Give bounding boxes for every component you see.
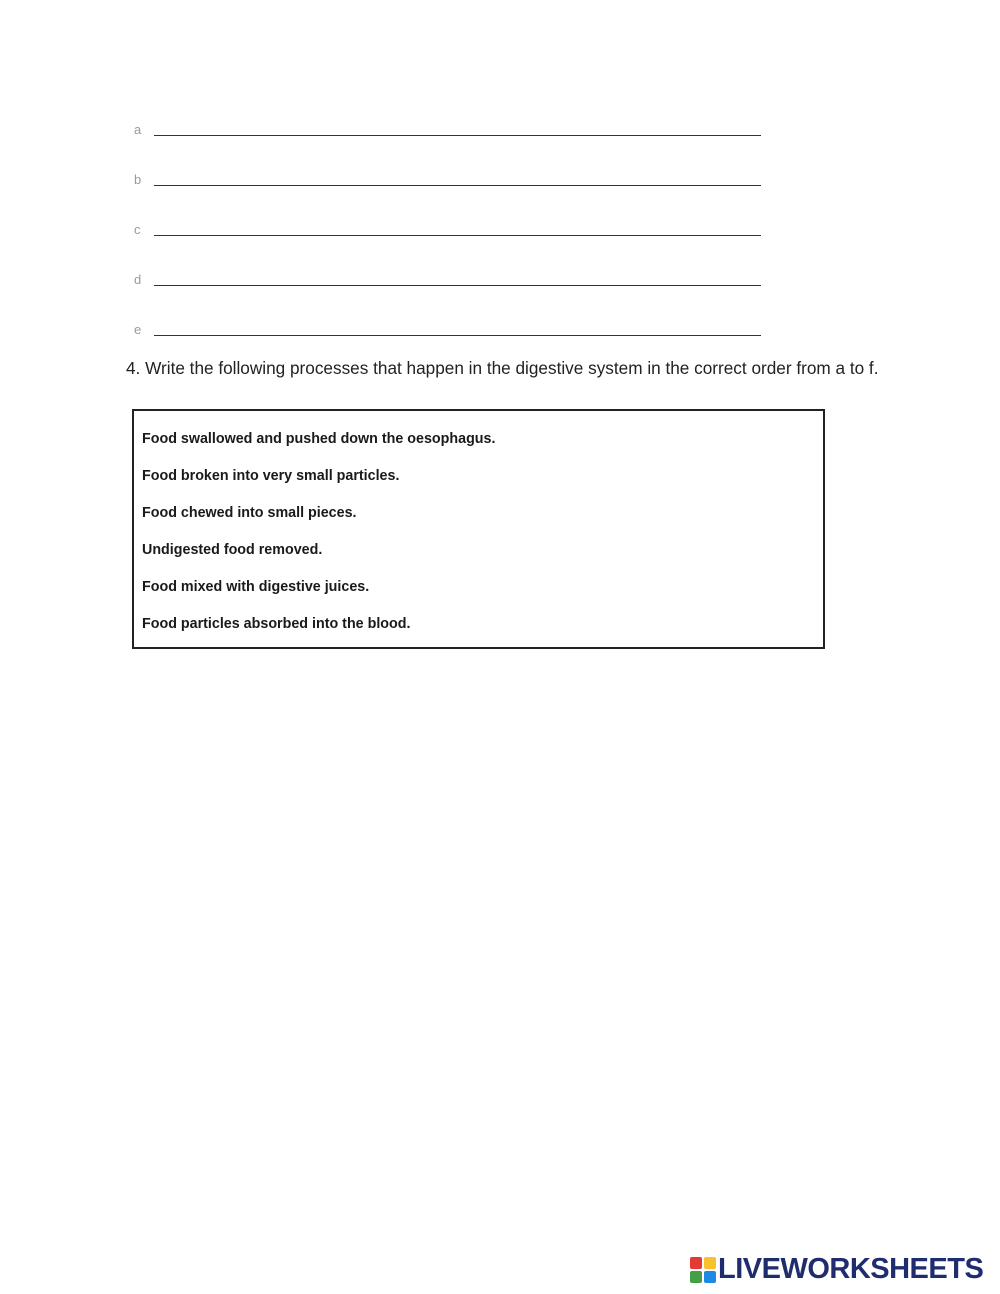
process-item: Food mixed with digestive juices. — [142, 579, 370, 595]
answer-letter: a — [134, 122, 142, 137]
answer-row-b — [134, 172, 764, 196]
process-item: Food chewed into small pieces. — [142, 505, 357, 521]
answer-row-a — [134, 122, 764, 146]
liveworksheets-logo-icon — [690, 1257, 716, 1283]
answer-row-e — [134, 322, 764, 346]
answer-blank[interactable] — [154, 235, 761, 236]
process-box — [132, 409, 825, 649]
process-item: Undigested food removed. — [142, 542, 323, 558]
answer-letter: b — [134, 172, 142, 187]
liveworksheets-logo — [690, 1252, 990, 1286]
logo-text: LIVEWORKSHEETS — [718, 1253, 984, 1285]
answer-blank[interactable] — [154, 135, 761, 136]
answer-blank[interactable] — [154, 335, 761, 336]
answer-letter: c — [134, 222, 141, 237]
process-item: Food broken into very small particles. — [142, 468, 400, 484]
process-item: Food particles absorbed into the blood. — [142, 616, 411, 632]
process-item: Food swallowed and pushed down the oesophagus. — [142, 431, 496, 447]
answer-blank[interactable] — [154, 185, 761, 186]
answer-row-c — [134, 222, 764, 246]
question-text: 4. Write the following processes that happen in the digestive system in the correct order from a to f. — [126, 358, 879, 378]
answer-blank[interactable] — [154, 285, 761, 286]
answer-row-d — [134, 272, 764, 296]
answer-letter: d — [134, 272, 142, 287]
answer-letter: e — [134, 322, 142, 337]
